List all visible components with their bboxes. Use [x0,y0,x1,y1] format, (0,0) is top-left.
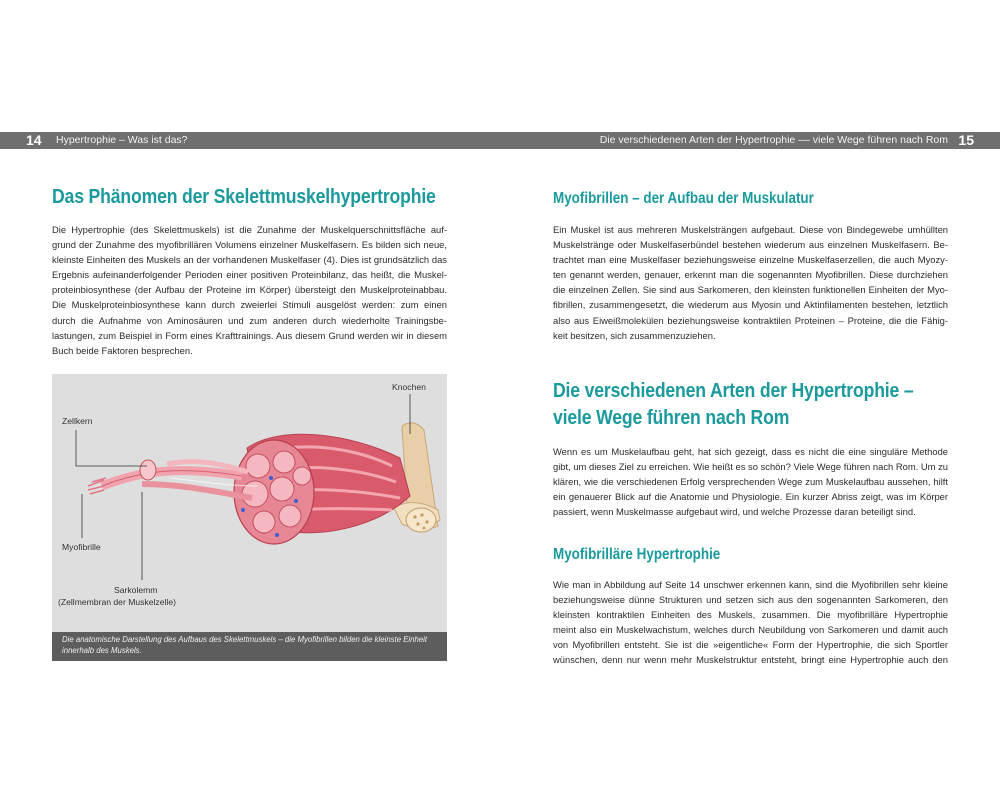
text-line: Buch beide Faktoren besprechen. [52,344,193,356]
label-zellmembran: (Zellmembran der Muskelzelle) [58,597,176,607]
right-heading-hypertrophie-arten [553,377,914,431]
left-page-number: 14 [26,132,42,148]
caption-line: Die anatomische Darstellung des Aufbaus des Skelettmuskels – die Myofibrillen bilden die kleinste Einheit [62,635,428,644]
text-line: proteinbiosynthese (der Aufbau der Proteine im Körper) übersteigt den Muskelproteinabbau. [52,284,447,296]
muscle-bundle-illustration [234,434,410,544]
caption-line: innerhalb des Muskels. [62,645,142,655]
text-line: gibt, um dieses Ziel zu erreichen. Wie heißt es so schön? Viele Wege führen nach Rom. Um zu [553,461,948,473]
text-line: ten genannt werden, genauer, erkennt man die sogenannten Myofibrillen. Diese durchziehen [553,269,948,281]
right-heading-myofibrillaere: Myofibrilläre Hypertrophie [553,546,721,563]
label-zellkern: Zellkern [62,416,93,426]
text-line: Wie man in Abbildung auf Seite 14 unschwer erkennen kann, sind die Myofibrillen sehr kleine [553,579,948,590]
text-line: ein genauerer Blick auf die Anatomie und Physiologie. Ein kurzer Abriss zeigt, was im Körper [553,491,948,503]
muscle-anatomy-figure [52,374,447,661]
text-line: meint also ein Muskelwachstum, welches durch Neubildung von Sarkomeren und damit auch [553,624,948,636]
right-running-title: Die verschiedenen Arten der Hypertrophie –– viele Wege führen nach Rom [599,134,948,146]
text-line: also aus Eiweißmolekülen beziehungsweise kontraktilen Proteinen – Proteine, die die Fähig- [553,314,948,326]
text-line: lastungen, zum Beispiel in Form eines Krafttrainings. Aus diesem Grund werden wir in diesem [52,329,447,341]
text-line: beziehungsweise dünne Strukturen und setzen sich aus den sogenannten Sarkomeren, den [553,594,948,606]
right-paragraph-hypertrophie-arten [553,444,948,519]
text-line: von Myofibrillen entsteht. Sie ist die »eigentliche« Form der Hypertrophie, die sich Sportler [553,639,948,651]
right-paragraph-myofibrillen [553,222,948,343]
left-running-title: Hypertrophie – Was ist das? [56,134,188,146]
text-line: die einzelnen Zellen. Sie sind aus Sarkomeren, den kleinsten funktionellen Einheiten der Myo- [553,284,948,296]
running-header [0,132,1000,149]
text-line: keit besitzen, sich zusammenzuziehen. [553,329,716,341]
text-line: Muskelstränge oder Muskelfaserbündel bestehen wiederum aus einzelnen Muskelfasern. Be- [553,239,948,251]
label-sarkolemm: Sarkolemm [114,585,158,595]
left-heading: Das Phänomen der Skelettmuskelhypertrophie [52,185,436,208]
label-myofibrille: Myofibrille [62,542,101,552]
left-paragraph [52,222,447,358]
heading-line: viele Wege führen nach Rom [553,406,790,429]
right-heading-myofibrillen: Myofibrillen – der Aufbau der Muskulatur [553,190,814,207]
text-line: kleinsten kontraktilen Einheiten des Muskels, zusammen. Die myofibrilläre Hypertrophie [553,609,948,621]
text-line: Wenn es um Muskelaufbau geht, hat sich gezeigt, dass es nicht die eine singuläre Methode [553,446,948,457]
text-line: kleinste Einheiten des Muskels an der vorhandenen Muskelfaser (4). Dies ist grundsätzlich das [52,254,447,266]
right-paragraph-myofibrillaere [553,577,948,668]
right-page-number: 15 [958,132,974,148]
text-line: grund der Zunahme des myofibrillären Volumens einzelner Muskelfasern. Es bilden sich neue, [52,239,447,251]
text-line: wünschen, denn nur wenn mehr Muskelstruktur entsteht, bringt eine Hypertrophie auch den [553,654,948,666]
text-line: Die Muskelproteinbiosynthese kann durch zweierlei Stimuli ausgelöst werden: zum einen [52,299,447,311]
muscle-illustration [52,374,447,661]
text-line: durch die Aufnahme von Aminosäuren und zum anderen durch wiederholte Trainingsbe- [52,314,447,326]
text-line: passiert, wenn Muskelmasse aufgebaut wird, und welche Prozesse daran beteiligt sind. [553,506,916,518]
text-line: Ergebnis aufeinanderfolgender Perioden einer positiven Proteinbilanz, das heißt, die Muskel- [52,269,447,281]
figure-caption [52,632,447,661]
text-line: Die Hypertrophie (des Skelettmuskels) ist die Zunahme der Muskelquerschnittsfläche auf- [52,224,447,235]
heading-line: Die verschiedenen Arten der Hypertrophie – [553,379,914,402]
label-knochen: Knochen [392,382,426,392]
text-line: trachtet man eine Muskelfaser beziehungsweise einzelne Muskelfaserzellen, die auch Myozy- [553,254,948,266]
text-line: klären, wie die verschiedenen Erfolg versprechenden Wege zum Muskelaufbau aussehen, hilft [553,476,948,488]
text-line: fibrillen, zusammengesetzt, die wiederum aus Myosin und Aktinfilamenten bestehen, letztlich [553,299,948,311]
text-line: Ein Muskel ist aus mehreren Muskelsträngen aufgebaut. Diese von Bindegewebe umhüllten [553,224,948,235]
